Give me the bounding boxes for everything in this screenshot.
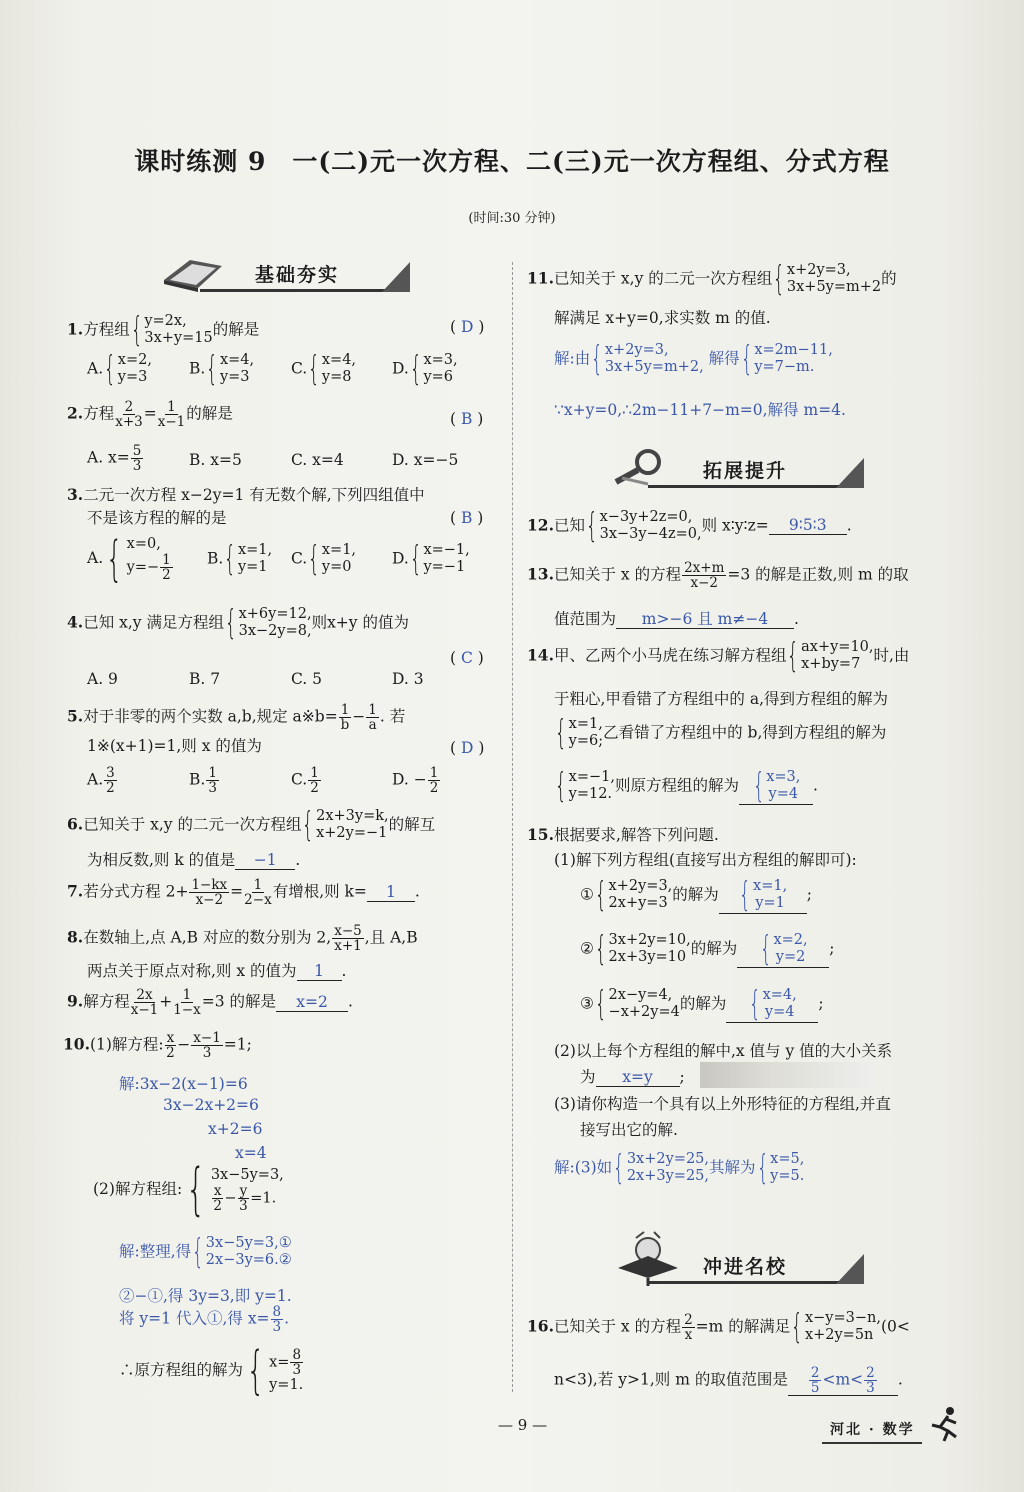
question-7: 7.若分式方程 2+ $\frac{1-kx}{x-2}$ = $\frac{1}{2-x}$ 有增根,则 k= 1 .	[67, 877, 420, 909]
question-16: 16.已知关于 x 的方程 $\frac{2}{x}$ =m 的解满足 { x−y=3−n, x+2y=5n (0<	[527, 1307, 910, 1348]
question-14: 14.甲、乙两个小马虎在练习解方程组 { ax+y=10, x+by=7 时,由	[527, 636, 910, 677]
book-icon	[160, 252, 230, 294]
section-expand-label: 拓展提升	[703, 460, 788, 482]
page-number: — 9 —	[498, 1416, 548, 1434]
q4-answer: ( C )	[450, 649, 484, 667]
question-10: 10.(1)解方程: $\frac{x}{2}$ − $\frac{x-1}{3}$ =1;	[63, 1030, 252, 1062]
column-divider	[512, 262, 513, 1392]
question-13: 13.已知关于 x 的方程 $\frac{2x+m}{x-2}$ =3 的解是正数,则 m 的取	[527, 560, 909, 592]
section-expand	[608, 454, 864, 490]
section-top-label: 冲进名校	[703, 1256, 788, 1278]
graduate-icon	[608, 1228, 688, 1288]
book-brand: 河北 · 数学	[830, 1422, 915, 1438]
q5-answer: ( D )	[450, 739, 485, 757]
q2-answer: ( B )	[450, 410, 484, 428]
question-6: 6.已知关于 x,y 的二元一次方程组 { 2x+3y=k, x+2y=−1 的解互	[67, 805, 436, 846]
section-top	[608, 1250, 864, 1286]
q3-answer: ( B )	[450, 509, 484, 527]
page-title: 课时练测 9 一(二)元一次方程、二(三)元一次方程组、分式方程	[134, 147, 890, 176]
question-8: 8.在数轴上,点 A,B 对应的数分别为 2, $\frac{x-5}{x+1}$ ,且 A,B	[67, 923, 418, 955]
question-11: 11.已知关于 x,y 的二元一次方程组 { x+2y=3, 3x+5y=m+2 的	[527, 259, 897, 300]
question-12: 12.已知 { x−3y+2z=0, 3x−3y−4z=0, 则 x∶y∶z= 9∶5∶3 .	[527, 506, 852, 547]
section-basic	[160, 258, 410, 294]
footer-rule	[822, 1442, 922, 1444]
page: 课时练测 9 一(二)元一次方程、二(三)元一次方程组、分式方程 (时间:30 分钟) 基础夯实 1.方程组 { y=2x, 3x+y=15 的解是 ( D ) A. { x=2, y=3 B. { x=4, y=3 C. { x=4, y=8 D. { x=3, y=6 2.方程 $\frac{2}{x+3}$ = $\frac{1}{x-1}$ 的解是 ( B ) A. x= $\frac{5}{3}$ B. x=5 C. x=4 D. x=−5 3.二元一次方程 x−2y=1 有无数个解,下列四组值中 不是该方程的解的是 ( B ) A. { x=0, y=− $\frac{1}{2}$ B. { x=1, y=1 C. { x=1, y=0 D. { x=−1, y=−1 4.已知 x,y 满足方程组 { x+6y=12, 3x−2y=8, 则x+y 的值为 ( C ) A. 9 B. 7 C. 5 D. 3 5.对于非零的两个实数 a,b,规定 a※b= $\frac{1}{b}$ − $\frac{1}{a}$ . 若 1※(x+1)=1,则 x 的值为 ( D ) A. $\frac{3}{2}$ B. $\frac{1}{3}$ C. $\frac{1}{2}$ D. − $\frac{1}{2}$ 6.已知关于 x,y 的二元一次方程组 { 2x+3y=k, x+2y=−1 的解互 为相反数,则 k 的值是 −1 . 7.若分式方程 2+ $\frac{1-kx}{x-2}$ = $\frac{1}{2-x}$ 有增根,则 k= 1 . 8.在数轴上,点 A,B 对应的数分别为 2, $\frac{x-5}{x+1}$ ,且 A,B 两点关于原点对称,则 x 的值为 1 . 9.解方程 $\frac{2x}{x-1}$ + $\frac{1}{1-x}$ =3 的解是 x=2 . 10.(1)解方程: $\frac{x}{2}$ − $\frac{x-1}{3}$ =1; 解:3x−2(x−1)=6 3x−2x+2=6 x+2=6 x=4 (2)解方程组: { 3x−5y=3, $\frac{x}{2}$ − $\frac{y}{3}$ =1. 解:整理,得 { 3x−5y=3,① 2x−3y=6.② ②−①,得 3y=3,即 y=1. 将 y=1 代入①,得 x= $\frac{8}{3}$ . ∴原方程组的解为 { x= $\frac{8}{3}$ y=1. 11.已知关于 x,y 的二元一次方程组 { x+2y=3, 3x+5y=m+2 的 解满足 x+y=0,求实数 m 的值. 解:由 { x+2y=3, 3x+5y=m+2, 解得 { x=2m−11, y=7−m. ∵x+y=0,∴2m−11+7−m=0,解得 m=4. 拓展提升 12.已知 { x−3y+2z=0, 3x−3y−4z=0, 则 x∶y∶z= 9∶5∶3 . 13.已知关于 x 的方程 $\frac{2x+m}{x-2}$ =3 的解是正数,则 m 的取 值范围为 m>−6 且 m≠−4 . 14.甲、乙两个小马虎在练习解方程组 { ax+y=10, x+by=7 时,由 于粗心,甲看错了方程组中的 a,得到方程组的解为 { x=1, y=6; 乙看错了方程组中的 b,得到方程组的解为 { x=−1, y=12. 则原方程组的解为 { x=3, y=4 . 15.根据要求,解答下列问题. (1)解下列方程组(直接写出方程组的解即可): ① { x+2y=3, 2x+y=3 的解为 { x=1, y=1 ; ② { 3x+2y=10, 2x+3y=10 的解为 { x=2, y=2 ; ③ { 2x−y=4, −x+2y=4 的解为 { x=4, y=4 ; (2)以上每个方程组的解中,x 值与 y 值的大小关系 为 x=y ; (3)请你构造一个具有以上外形特征的方程组,并直 接写出它的解. 解:(3)如 { 3x+2y=25, 2x+3y=25, 其解为 { x=5, y=5. 冲进名校 16.已知关于 x 的方程 $\frac{2}{x}$ =m 的解满足 { x−y=3−n, x+2y=5n (0< n<3),若 y>1,则 m 的取值范围是 $\frac{2}{5}$ <m< $\frac{2}{3}$ . — 9 — 河北 · 数学	[0, 0, 1024, 1492]
magnifier-icon	[608, 448, 678, 490]
question-4: 4.已知 x,y 满足方程组 { x+6y=12, 3x−2y=8, 则x+y 的值为	[67, 603, 409, 644]
question-5: 5.对于非零的两个实数 a,b,规定 a※b= $\frac{1}{b}$ − $\frac{1}{a}$ . 若	[67, 702, 406, 734]
question-1: 1.方程组 { y=2x, 3x+y=15 的解是	[67, 310, 260, 351]
question-15: 15.根据要求,解答下列问题.	[527, 825, 719, 844]
question-3: 3.二元一次方程 x−2y=1 有无数个解,下列四组值中	[67, 485, 425, 504]
question-9: 9.解方程 $\frac{2x}{x-1}$ + $\frac{1}{1-x}$ =3 的解是 x=2 .	[67, 987, 353, 1019]
q1-answer: ( D )	[450, 318, 485, 336]
time-limit: (时间:30 分钟)	[468, 211, 556, 226]
smudge	[700, 1062, 878, 1088]
section-basic-label: 基础夯实	[255, 264, 340, 286]
question-2: 2.方程 $\frac{2}{x+3}$ = $\frac{1}{x-1}$ 的解是	[67, 399, 233, 431]
runner-icon	[924, 1405, 964, 1445]
q1-options: A. { x=2, y=3	[87, 349, 152, 390]
